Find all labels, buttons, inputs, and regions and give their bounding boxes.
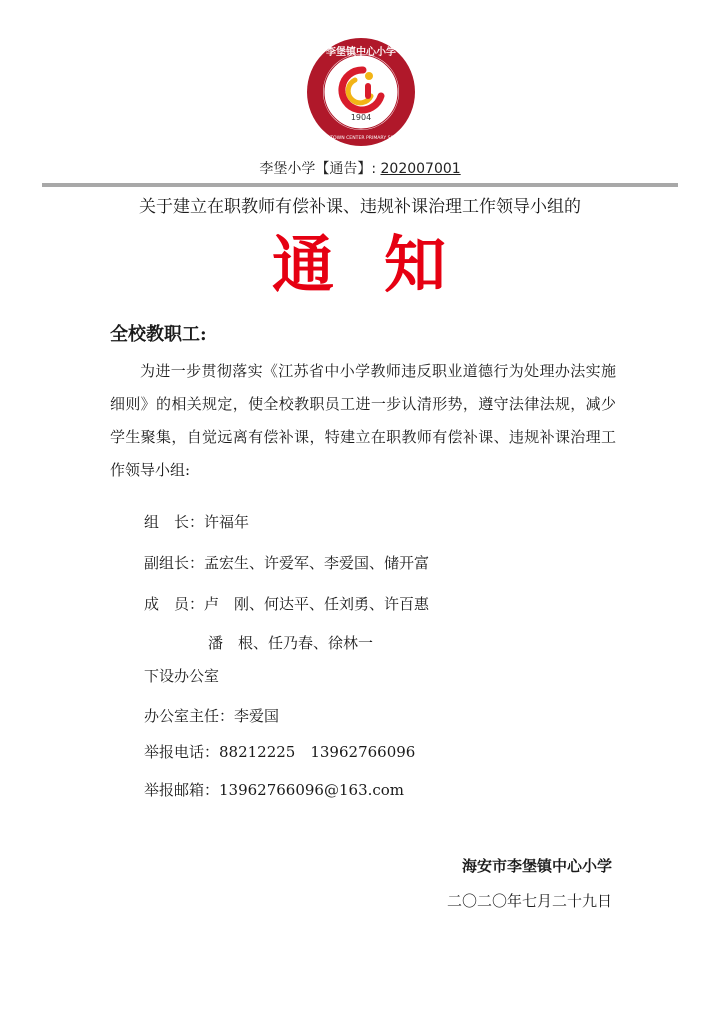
logo-ring-text-bottom: LIBAO TOWN CENTER PRIMARY SCHOOL	[315, 136, 407, 141]
logo-ring-text-top: 李堡镇中心小学	[326, 47, 396, 58]
header-divider	[42, 183, 678, 187]
header-notice-label: 【通告】:	[315, 161, 377, 177]
school-logo	[305, 36, 417, 148]
report-phone: 举报电话：88212225 13962766096	[144, 743, 416, 761]
group-members-line-2: 潘 根、任乃春、徐林一	[208, 634, 374, 652]
title-char-1: 通	[272, 228, 335, 301]
header-school: 李堡小学	[259, 161, 316, 177]
office-director: 办公室主任：李爱国	[144, 707, 280, 725]
notice-subtitle: 关于建立在职教师有偿补课、违规补课治理工作领导小组的	[139, 197, 581, 217]
logo-red-bar	[365, 83, 371, 99]
notice-title	[0, 226, 720, 306]
body-paragraph: 为进一步贯彻落实《江苏省中小学教师违反职业道德行为处理办法实施细则》的相关规定，使全校教职员工进一步认清形势，遵守法律法规，减少学生聚集，自觉远离有偿补课，特建立在职教师有偿补课、违规补课治理工作领导小组:	[110, 362, 616, 479]
signature-org: 海安市李堡镇中心小学	[461, 857, 612, 875]
logo-year: 1904	[350, 113, 372, 122]
group-leader: 组 长：许福年	[144, 513, 250, 531]
title-char-2: 知	[384, 228, 447, 301]
notice-header	[0, 158, 720, 178]
header-notice-number: 202007001	[380, 161, 461, 177]
logo-yellow-dot	[365, 72, 373, 80]
signature-date: 二〇二〇年七月二十九日	[446, 892, 612, 910]
salutation: 全校教职工:	[110, 324, 207, 345]
group-members-line-1: 成 员：卢 刚、何达平、任刘勇、许百惠	[144, 595, 430, 613]
report-email: 举报邮箱：13962766096@163.com	[144, 781, 405, 799]
group-deputies: 副组长：孟宏生、许爱军、李爱国、储开富	[144, 554, 430, 572]
office-intro: 下设办公室	[144, 667, 220, 685]
